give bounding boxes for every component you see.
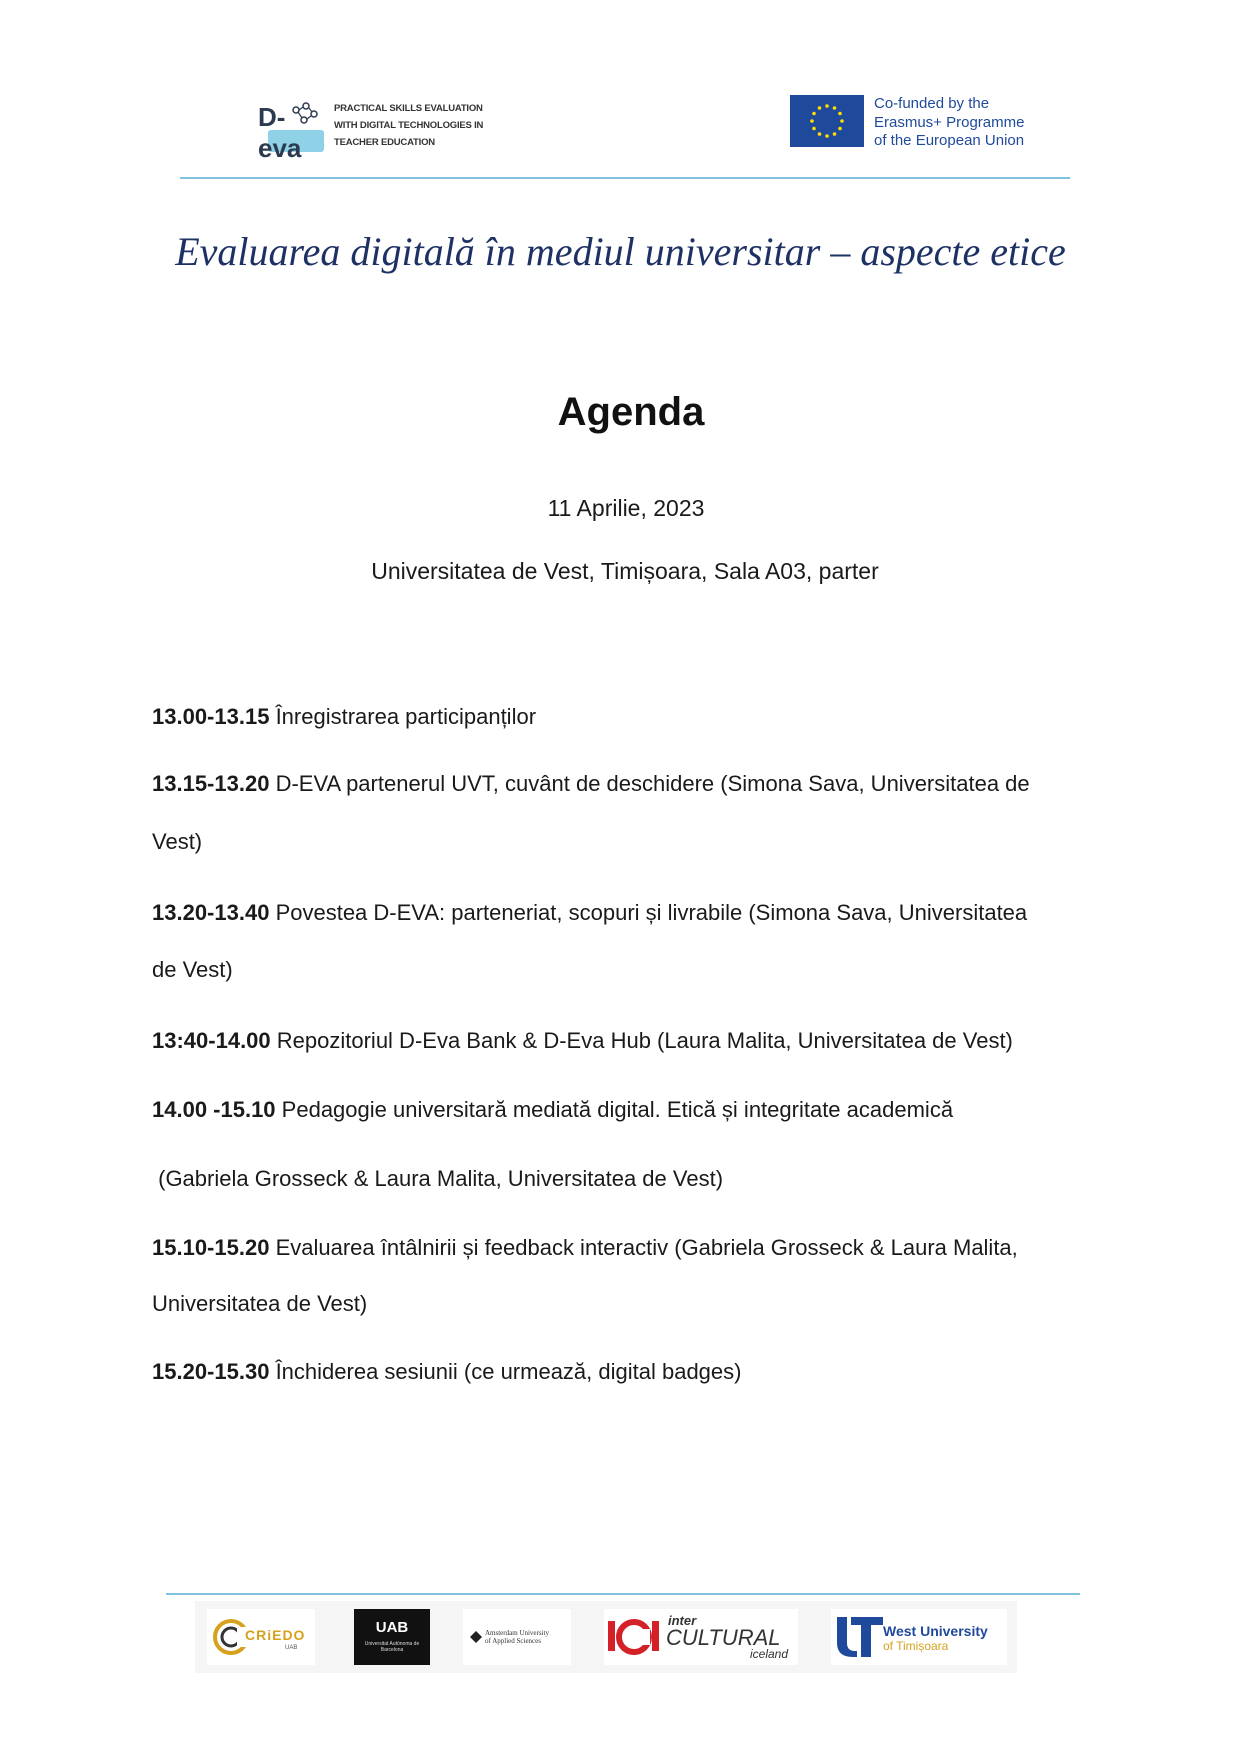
agenda-time: 15.20-15.30 <box>152 1359 270 1384</box>
ici-mark-icon <box>606 1615 662 1659</box>
agenda-text: Evaluarea întâlnirii și feedback interactiv (Gabriela Grosseck & Laura Malita, <box>275 1235 1018 1260</box>
uab-sub: Universitat Autònoma de Barcelona <box>364 1641 420 1653</box>
event-venue: Universitatea de Vest, Timișoara, Sala A03, parter <box>371 558 879 584</box>
criedo-name: CRiEDO <box>245 1627 306 1643</box>
eu-funding-line: of the European Union <box>874 132 1025 149</box>
west-university-logo <box>831 1609 1007 1665</box>
agenda-text: Pedagogie universitară mediată digital. Etică și integritate academică <box>281 1097 954 1122</box>
amsterdam-mark-icon <box>469 1630 483 1644</box>
agenda-item <box>152 1235 1018 1261</box>
eu-funding-line: Co-funded by the <box>874 95 990 112</box>
agenda-time: 13.20-13.40 <box>152 900 270 925</box>
document-subtitle: Evaluarea digitală în mediul universitar – aspecte etice <box>175 229 1066 274</box>
d-eva-logo <box>256 96 486 163</box>
agenda-item <box>152 1097 953 1123</box>
agenda-time: 14.00 -15.10 <box>152 1097 276 1122</box>
criedo-logo <box>207 1609 315 1665</box>
eu-star <box>833 132 837 136</box>
agenda-time: 15.10-15.20 <box>152 1235 270 1260</box>
intercultural-cultural: CULTURAL <box>666 1625 781 1650</box>
agenda-item-continuation: (Gabriela Grosseck & Laura Malita, Universitatea de Vest) <box>152 1166 724 1191</box>
eu-funding-line: Erasmus+ Programme <box>874 113 1025 131</box>
uvt-mark-icon <box>835 1615 885 1659</box>
agenda-item <box>152 900 1027 926</box>
agenda-item <box>152 771 1030 797</box>
eu-flag-icon <box>790 95 864 147</box>
eu-star <box>812 112 816 116</box>
amsterdam-line: Amsterdam University <box>485 1629 549 1637</box>
intercultural-iceland-logo <box>604 1609 798 1665</box>
uvt-name: West University <box>883 1623 988 1639</box>
eu-star <box>825 134 829 138</box>
header-divider <box>180 177 1070 179</box>
agenda-text: Înregistrarea participanților <box>275 704 537 729</box>
d-eva-tagline-line: TEACHER EDUCATION <box>334 137 435 148</box>
agenda-item <box>152 1359 741 1385</box>
eu-star <box>833 106 837 110</box>
eu-star <box>812 127 816 131</box>
agenda-item <box>152 1028 1013 1054</box>
eu-star <box>818 132 822 136</box>
eu-star <box>825 104 829 108</box>
eu-star <box>810 119 814 123</box>
agenda-time: 13.15-13.20 <box>152 771 270 796</box>
amsterdam-line: of Applied Sciences <box>485 1637 541 1645</box>
agenda-time: 13:40-14.00 <box>152 1028 271 1053</box>
intercultural-iceland: iceland <box>750 1647 789 1661</box>
d-eva-tagline <box>334 100 494 151</box>
agenda-time: 13.00-13.15 <box>152 704 270 729</box>
agenda-heading: Agenda <box>557 390 705 434</box>
eu-funding-text <box>874 95 1044 151</box>
agenda-text: Închiderea sesiunii (ce urmează, digital badges) <box>275 1359 742 1384</box>
partner-logos-strip <box>195 1601 1017 1673</box>
event-date: 11 Aprilie, 2023 <box>547 495 705 521</box>
intercultural-inter: inter <box>668 1613 697 1628</box>
d-eva-brand-text: D-eva <box>258 102 302 163</box>
uab-name: UAB <box>375 1619 409 1636</box>
criedo-sub: UAB <box>285 1645 298 1651</box>
agenda-text: Repozitoriul D-Eva Bank & D-Eva Hub (Laura Malita, Universitatea de Vest) <box>276 1028 1013 1053</box>
agenda-text: D-EVA partenerul UVT, cuvânt de deschidere (Simona Sava, Universitatea de <box>275 771 1030 796</box>
agenda-item-continuation: de Vest) <box>152 957 233 982</box>
d-eva-tagline-line: PRACTICAL SKILLS EVALUATION <box>334 103 483 114</box>
eu-star <box>838 127 842 131</box>
agenda-item-continuation: Universitatea de Vest) <box>152 1291 368 1316</box>
footer-divider <box>166 1593 1080 1595</box>
uvt-sub: of Timișoara <box>883 1639 949 1653</box>
eu-star <box>840 119 844 123</box>
d-eva-logo-mark <box>256 100 328 163</box>
agenda-item-continuation: Vest) <box>152 829 203 854</box>
agenda-text: Povestea D-EVA: parteneriat, scopuri și livrabile (Simona Sava, Universitatea <box>275 900 1028 925</box>
agenda-item <box>152 704 536 730</box>
uab-logo <box>354 1609 430 1665</box>
d-eva-tagline-line: WITH DIGITAL TECHNOLOGIES IN <box>334 120 484 131</box>
eu-star <box>818 106 822 110</box>
eu-star <box>838 112 842 116</box>
eu-funding-block <box>790 95 1050 149</box>
amsterdam-university-logo <box>463 1609 571 1665</box>
amsterdam-text <box>485 1629 549 1645</box>
